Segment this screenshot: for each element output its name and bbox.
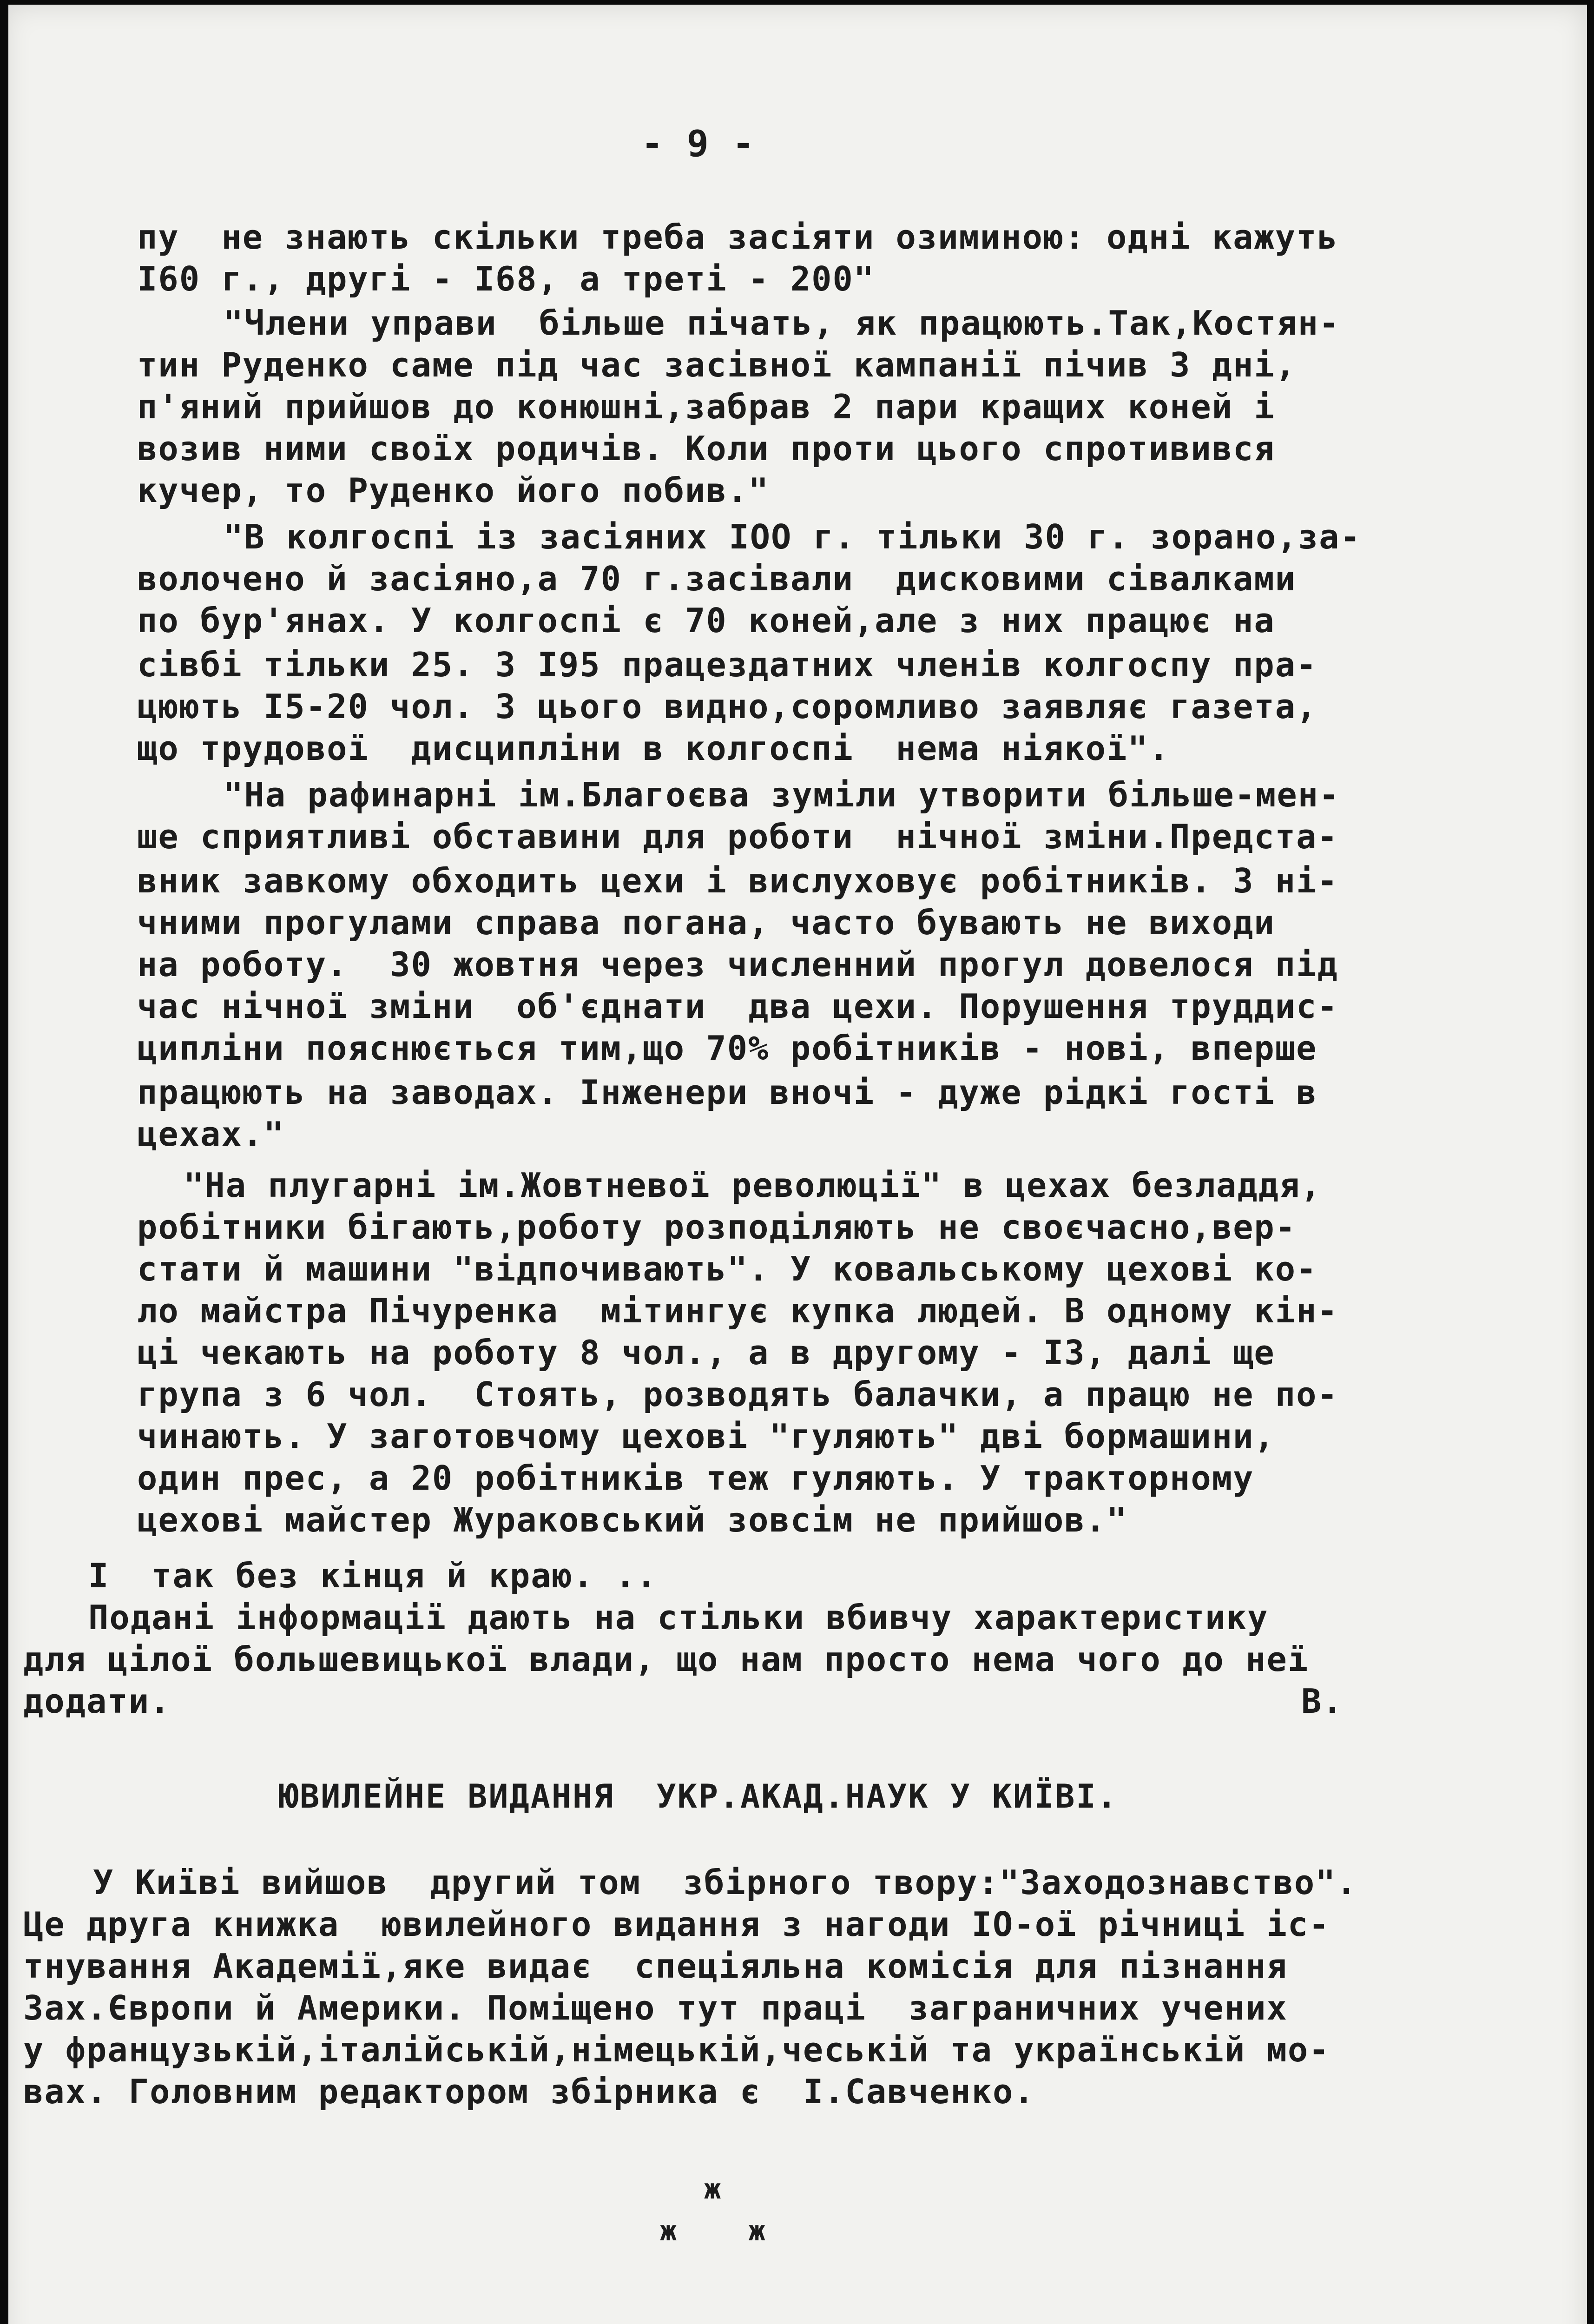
text-line: один прес, а 20 робітників теж гуляють. У тракторному xyxy=(137,1459,1254,1498)
text-line: У Київі вийшов другий том збірного твору:"Заходознавство". xyxy=(93,1863,1357,1902)
text-line: тнування Академії,яке видає спеціяльна комісія для пізнання xyxy=(23,1947,1288,1986)
text-line: у французькій,італійській,німецькій,чеській та українській мо- xyxy=(23,2030,1330,2069)
divider-mark: ж xyxy=(704,2173,722,2205)
text-line: кучер, то Руденко його побив." xyxy=(137,471,770,510)
text-line: працюють на заводах. Інженери вночі - дуже рідкі гості в xyxy=(137,1073,1317,1112)
text-line: п'яний прийшов до конюшні,забрав 2 пари кращих коней і xyxy=(137,387,1275,426)
text-line: Подані інформації дають на стільки вбивчу характеристику xyxy=(88,1598,1269,1637)
text-line: ципліни пояснюється тим,що 70% робітників - нові, вперше xyxy=(137,1029,1317,1068)
text-line: вник завкому обходить цехи і вислуховує робітників. З ні- xyxy=(137,861,1338,900)
text-line: вах. Головним редактором збірника є І.Савченко. xyxy=(23,2072,1035,2111)
text-line: цехах." xyxy=(137,1115,285,1154)
text-line: ше сприятливі обставини для роботи нічної зміни.Предста- xyxy=(137,817,1338,856)
document-page xyxy=(5,5,1587,2324)
text-line: додати. xyxy=(23,1682,171,1721)
text-line: час нічної зміни об'єднати два цехи. Порушення труддис- xyxy=(137,987,1338,1026)
text-line: робітники бігають,роботу розподіляють не своєчасно,вер- xyxy=(137,1208,1297,1247)
signature: В. xyxy=(1301,1682,1344,1721)
text-line: стати й машини "відпочивають". У ковальському цехові ко- xyxy=(137,1249,1317,1288)
section-heading: ЮВИЛЕЙНЕ ВИДАННЯ УКР.АКАД.НАУК У КИЇВІ. xyxy=(279,1777,1118,1816)
text-line: I60 г., другі - I68, а треті - 200" xyxy=(137,259,875,298)
text-line: сівбі тільки 25. З I95 працездатних членів колгоспу пра- xyxy=(137,645,1317,684)
text-line: "Члени управи більше пічать, як працюють.Так,Костян- xyxy=(223,304,1340,343)
text-line: "На рафинарні ім.Благоєва зуміли утворити більше-мен- xyxy=(223,775,1340,814)
text-line: що трудової дисципліни в колгоспі нема ніякої". xyxy=(137,729,1170,768)
text-line: ці чекають на роботу 8 чол., а в другому - I3, далі ще xyxy=(137,1333,1275,1372)
text-line: волочено й засіяно,а 70 г.засівали дисковими сівалками xyxy=(137,559,1297,598)
page-number: - 9 - xyxy=(641,123,755,165)
text-line: возив ними своїх родичів. Коли проти цього спротивився xyxy=(137,429,1275,468)
text-line: I так без кінця й краю. .. xyxy=(88,1556,658,1595)
text-line: на роботу. 30 жовтня через численний прогул довелося під xyxy=(137,945,1338,984)
text-line: пу не знають скільки треба засіяти озиминою: одні кажуть xyxy=(137,218,1338,257)
text-line: "На плугарні ім.Жовтневої революції" в цехах безладдя, xyxy=(184,1166,1322,1205)
text-line: "В колгоспі із засіяних IOO г. тільки 30 г. зорано,за- xyxy=(223,517,1361,556)
text-line: тин Руденко саме під час засівної кампанії пічив 3 дні, xyxy=(137,345,1297,384)
text-line: ло майстра Пічуренка мітингує купка людей. В одному кін- xyxy=(137,1291,1338,1330)
text-line: група з 6 чол. Стоять, розводять балачки, а працю не по- xyxy=(137,1375,1338,1414)
text-line: по бур'янах. У колгоспі є 70 коней,але з них працює на xyxy=(137,601,1275,640)
scan-edge xyxy=(0,0,8,2324)
text-line: Зах.Європи й Америки. Поміщено тут праці заграничних учених xyxy=(23,1988,1288,2027)
text-line: чинають. У заготовчому цехові "гуляють" дві бормашини, xyxy=(137,1417,1275,1456)
text-line: чними прогулами справа погана, часто бувають не виходи xyxy=(137,903,1275,942)
text-line: цехові майстер Жураковський зовсім не прийшов." xyxy=(137,1500,1128,1539)
text-line: Це друга книжка ювилейного видання з нагоди IO-ої річниці іс- xyxy=(23,1905,1330,1944)
divider-mark: ж ж xyxy=(660,2215,766,2247)
text-line: для цілої большевицької влади, що нам просто нема чого до неї xyxy=(23,1640,1309,1679)
text-line: цюють I5-20 чол. З цього видно,соромливо заявляє газета, xyxy=(137,687,1317,726)
